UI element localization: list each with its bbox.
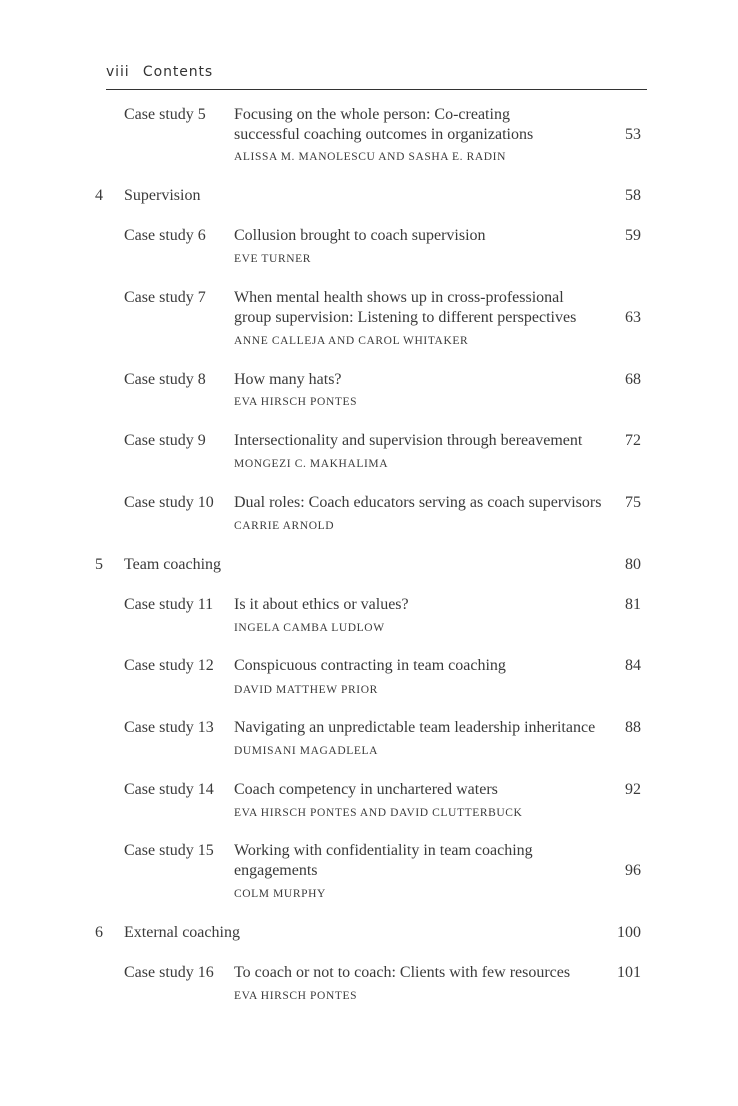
page-number: 100 <box>617 924 641 941</box>
case-study-title-line-1: Working with confidentiality in team coaching <box>234 842 533 859</box>
page-number: 75 <box>625 494 641 511</box>
page-number: 72 <box>625 432 641 449</box>
page-number: 96 <box>625 862 641 879</box>
page-number: 80 <box>625 556 641 573</box>
page-number: 81 <box>625 596 641 613</box>
chapter-title: Team coaching <box>124 556 222 573</box>
case-study-author: CARRIE ARNOLD <box>234 520 335 532</box>
case-study-author: EVE TURNER <box>234 253 312 265</box>
case-study-title-line-1: When mental health shows up in cross-professional <box>234 289 564 306</box>
case-study-title-line-2: group supervision: Listening to different perspectives <box>234 309 577 326</box>
case-study-title: Intersectionality and supervision through bereavement <box>234 432 583 449</box>
case-study-author: DUMISANI MAGADLELA <box>234 745 378 757</box>
case-study-title: Coach competency in unchartered waters <box>234 781 498 798</box>
case-study-label: Case study 12 <box>124 657 214 674</box>
case-study-title: Conspicuous contracting in team coaching <box>234 657 506 674</box>
case-study-label: Case study 9 <box>124 432 206 449</box>
case-study-title-line-1: Focusing on the whole person: Co-creating <box>234 106 510 123</box>
chapter-title: External coaching <box>124 924 240 941</box>
page-number: 59 <box>625 227 641 244</box>
page-number: 88 <box>625 719 641 736</box>
chapter-title: Supervision <box>124 187 201 204</box>
case-study-author: ANNE CALLEJA AND CAROL WHITAKER <box>234 335 469 347</box>
case-study-label: Case study 11 <box>124 596 214 613</box>
case-study-label: Case study 6 <box>124 227 206 244</box>
page-number: 84 <box>625 657 641 674</box>
page-number: 68 <box>625 371 641 388</box>
case-study-author: ALISSA M. MANOLESCU AND SASHA E. RADIN <box>234 151 506 163</box>
case-study-author: MONGEZI C. MAKHALIMA <box>234 458 389 470</box>
page-number: 63 <box>625 309 641 326</box>
case-study-author: EVA HIRSCH PONTES AND DAVID CLUTTERBUCK <box>234 807 523 819</box>
case-study-label: Case study 13 <box>124 719 214 736</box>
case-study-title: To coach or not to coach: Clients with few resources <box>234 964 571 981</box>
running-header <box>106 64 213 80</box>
chapter-number: 6 <box>95 924 103 941</box>
case-study-title: Navigating an unpredictable team leadership inheritance <box>234 719 596 736</box>
case-study-title: Is it about ethics or values? <box>234 596 409 613</box>
header-rule <box>106 89 647 90</box>
case-study-label: Case study 7 <box>124 289 206 306</box>
case-study-title: Dual roles: Coach educators serving as coach supervisors <box>234 494 602 511</box>
page-number: 92 <box>625 781 641 798</box>
chapter-number: 5 <box>95 556 103 573</box>
case-study-label: Case study 14 <box>124 781 214 798</box>
case-study-label: Case study 8 <box>124 371 206 388</box>
chapter-number: 4 <box>95 187 103 204</box>
header-page-numeral: viii <box>106 64 130 80</box>
case-study-author: COLM MURPHY <box>234 888 326 900</box>
case-study-author: DAVID MATTHEW PRIOR <box>234 684 378 696</box>
case-study-author: EVA HIRSCH PONTES <box>234 396 358 408</box>
case-study-label: Case study 15 <box>124 842 214 859</box>
case-study-title: How many hats? <box>234 371 342 388</box>
page-number: 53 <box>625 126 641 143</box>
page-number: 58 <box>625 187 641 204</box>
case-study-label: Case study 10 <box>124 494 214 511</box>
case-study-author: INGELA CAMBA LUDLOW <box>234 622 385 634</box>
case-study-title-line-2: successful coaching outcomes in organizations <box>234 126 534 143</box>
page-number: 101 <box>617 964 641 981</box>
case-study-title: Collusion brought to coach supervision <box>234 227 486 244</box>
case-study-author: EVA HIRSCH PONTES <box>234 990 358 1002</box>
case-study-title-line-2: engagements <box>234 862 318 879</box>
case-study-label: Case study 5 <box>124 106 206 123</box>
case-study-label: Case study 16 <box>124 964 214 981</box>
header-title: Contents <box>142 64 214 80</box>
